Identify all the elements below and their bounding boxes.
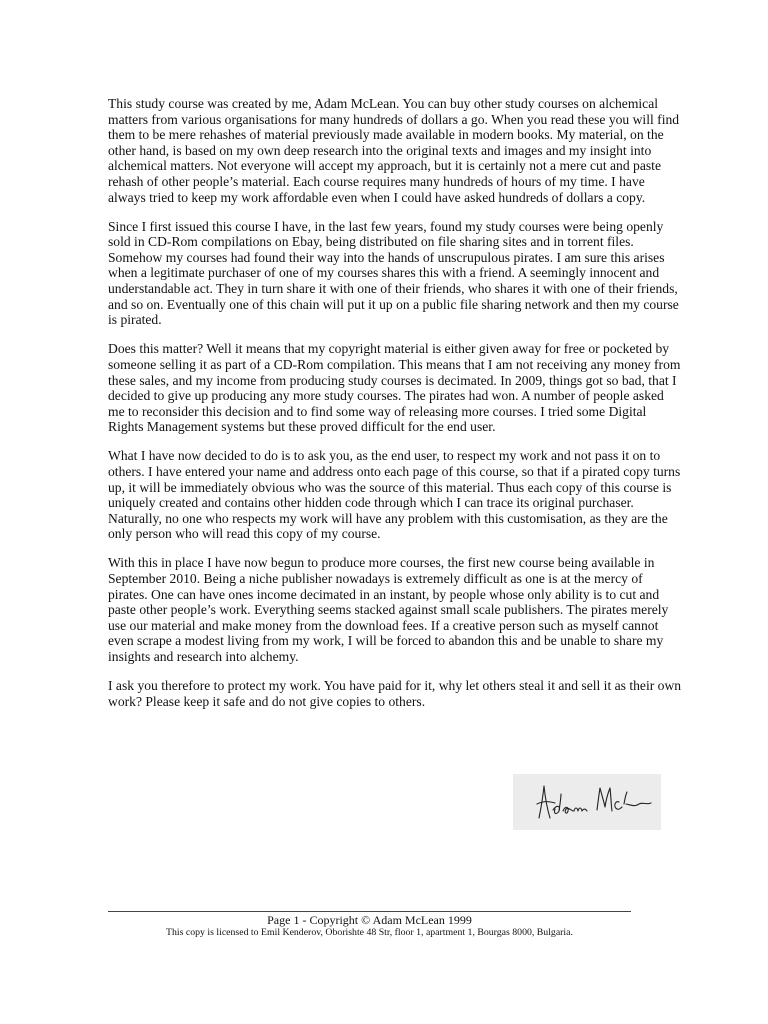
- paragraph-2: Since I first issued this course I have, in the last few years, found my study courses were being openly sold in CD-Rom compilations on Ebay, being distributed on file sharing sites and in torrent files. Somehow my courses had found their way into the hands of unscrupulous pirates. I am sure this arises when a legitimate purchaser of one of my courses shares this with a friend. A seemingly innocent and understandable act. They in turn share it with one of their friends, who shares it with one of their friends, and so on. Eventually one of this chain will put it up on a public file sharing network and then my course is pirated.: [108, 218, 679, 328]
- footer-license: This copy is licensed to Emil Kenderov, Oborishte 48 Str, floor 1, apartment 1, Bourgas 8000, Bulgaria.: [166, 927, 573, 938]
- paragraph-3: Does this matter? Well it means that my copyright material is either given away for free or pocketed by someone selling it as part of a CD-Rom compilation. This means that I am not receiving any money from these sales, and my income from producing study courses is decimated. In 2009, things got so bad, that I decided to give up producing any more study courses. The pirates had won. A number of people asked me to reconsider this decision and to find some way of releasing more courses. I tried some Digital Rights Management systems but these proved difficult for the end user.: [108, 341, 681, 435]
- signature-image: [513, 774, 661, 830]
- paragraph-4: What I have now decided to do is to ask you, as the end user, to respect my work and not pass it on to others. I have entered your name and address onto each page of this course, so that if a pirated copy turns up, it will be immediately obvious who was the source of this material. Thus each copy of this course is uniquely created and contains other hidden code through which I can trace its original purchaser. Naturally, no one who respects my work will have any problem with this customisation, as they are the only person who will read this copy of my course.: [108, 448, 681, 542]
- paragraph-6: I ask you therefore to protect my work. You have paid for it, why let others steal it and sell it as their own work? Please keep it safe and do not give copies to others.: [108, 678, 682, 709]
- footer-copyright: Page 1 - Copyright © Adam McLean 1999: [267, 913, 472, 927]
- document-body: [108, 96, 682, 723]
- paragraph-1: This study course was created by me, Adam McLean. You can buy other study courses on alchemical matters from various organisations for many hundreds of dollars a go. When you read these you will find them to be mere rehashes of material previously made available in modern books. My material, on the other hand, is based on my own deep research into the original texts and images and my insight into alchemical matters. Not everyone will accept my approach, but it is certainly not a mere cut and paste rehash of other people’s material. Each course requires many hundreds of hours of my time. I have always tried to keep my work affordable even when I could have asked hundreds of dollars a copy.: [108, 96, 680, 205]
- paragraph-5: With this in place I have now begun to produce more courses, the first new course being available in September 2010. Being a niche publisher nowadays is extremely difficult as one is at the mercy of pirates. One can have ones income decimated in an instant, by people whose only ability is to cut and paste other people’s work. Everything seems stacked against small scale publishers. The pirates merely use our material and make money from the download fees. If a creative person such as myself cannot even scrape a modest living from my work, I will be forced to abandon this and be unable to share my insights and research into alchemy.: [108, 555, 669, 664]
- footer-divider: [108, 911, 631, 912]
- signature-handwriting: [513, 774, 661, 830]
